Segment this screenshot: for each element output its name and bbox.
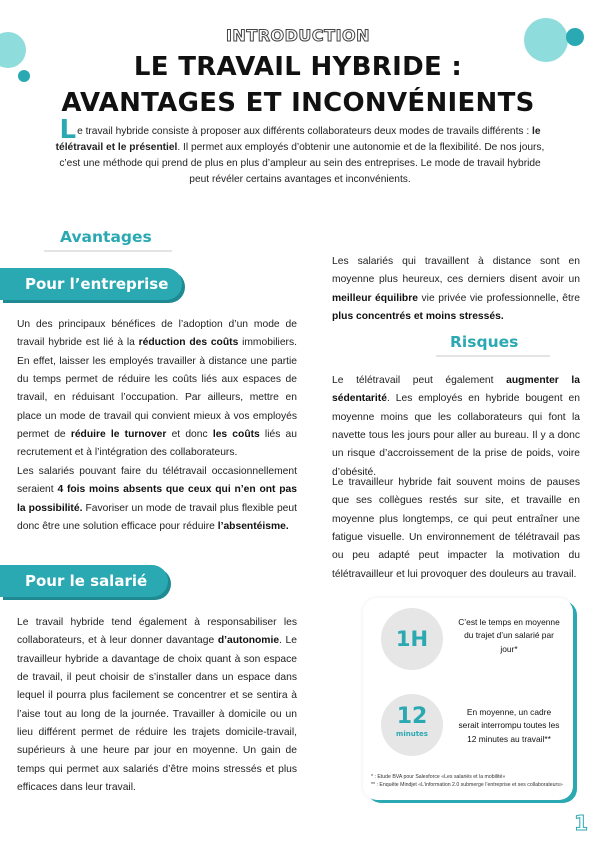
risks-paragraph-1: [332, 372, 580, 482]
stat-1-text: C’est le temps en moyenne du trajet d’un salarié par jour*: [458, 617, 560, 654]
text-run: Le télétravail peut également: [332, 375, 507, 386]
intro-bold: le télétravail et le présentiel: [55, 126, 541, 154]
stat-2-value: 12: [396, 704, 428, 729]
page-number: 1: [574, 811, 588, 835]
bold-run: 4 fois moins absents que ceux qui n’en ont pas la possibilité.: [17, 484, 297, 514]
footnote-1: * : Etude BVA pour Salesforce «Les salariés et la mobilité»: [371, 774, 506, 780]
text-run: . Les employés en hybride bougent en moyenne moins que les collaborateurs qui font la navette tous les jours pour aller au bureau. Il y a donc un risque d’accroissement de la prise de poids, voire d’obésité.: [332, 393, 580, 478]
bold-run: plus concentrés et moins stressés.: [332, 310, 504, 322]
company-banner: Pour l’entreprise: [0, 268, 182, 300]
intro-text-2: . Il permet aux employés d’obtenir une autonomie et de la flexibilité. De nos jours, c’est une méthode qui prend de plus en plus d’ampleur au sein des entreprises. Le mode de travail hybride peut révéler certains avantages et inconvénients.: [59, 142, 545, 186]
text-run: immobiliers. En effet, laisser les employés travailler à distance une partie du temps permet de réduire les coûts liés aux espaces de travail, en réduisant l’occupation. Par ailleurs, mettre en place un mode de travail qui convient mieux à vos employés permet de: [17, 337, 297, 440]
stats-box: [363, 598, 573, 800]
dropcap: L: [59, 115, 77, 145]
intro-text-1: e travail hybride consiste à proposer aux différents collaborateurs deux modes de travails différents :: [77, 126, 532, 137]
risks-heading-underline: [436, 355, 550, 357]
text-run: Favoriser un mode de travail plus flexible peut donc être une solution efficace pour réduire: [17, 502, 297, 532]
risks-paragraph-2: [332, 474, 580, 584]
advantages-heading-underline: [44, 250, 172, 252]
bold-run: meilleur équilibre: [332, 292, 418, 304]
bold-run: réduction des coûts: [138, 337, 239, 349]
bold-run: l’absentéisme.: [217, 520, 289, 532]
text-run: Les salariés pouvant faire du télétravail occasionnellement seraient: [17, 466, 297, 496]
page-title-line-1: LE TRAVAIL HYBRIDE :: [133, 52, 463, 82]
employee-paragraph-1: [17, 614, 297, 797]
bold-run: d’autonomie: [217, 635, 280, 647]
text-run: Un des principaux bénéfices de l’adoption d’un mode de travail hybride est lié à la: [17, 319, 297, 349]
risks-heading: Risques: [450, 333, 519, 351]
bold-run: réduire le turnover: [70, 428, 167, 440]
text-run: Le travail hybride tend également à responsabiliser les collaborateurs, et à leur donner davantage: [17, 617, 297, 647]
intro-paragraph: [50, 115, 550, 188]
footnote-2: ** : Enquête Mindjet «L’information 2.0 submerge l’entreprise et ses collaborateurs»: [371, 782, 563, 788]
overtitle: INTRODUCTION: [225, 26, 371, 45]
company-paragraph-2: [17, 463, 297, 536]
bold-run: augmenter la sédentarité: [332, 375, 581, 405]
text-run: Les salariés qui travaillent à distance sont en moyenne plus heureux, ces derniers disent avoir un: [332, 256, 580, 286]
stat-2-unit: minutes: [396, 730, 428, 738]
bold-run: les coûts: [212, 428, 260, 440]
employee-banner: Pour le salarié: [0, 565, 168, 597]
text-run: vie privée vie professionnelle, être: [417, 292, 580, 304]
advantages-heading: Avantages: [60, 228, 152, 246]
text-run: Le travailleur hybride fait souvent moins de pauses que ses collègues restés sur site, et travaille en moyenne plus longtemps, ce qui peut entraîner une fatigue visuelle. Un environnement de télétravail pas ou peu adapté peut impacter la motivation du télétravailleur et lui provoquer des douleurs au travail.: [332, 477, 580, 580]
text-run: liés au recrutement et à l’intégration des collaborateurs.: [17, 428, 297, 459]
company-paragraph-1: [17, 316, 297, 463]
stat-circle-1h: [381, 608, 443, 670]
stat-2-text: En moyenne, un cadre serait interrompu toutes les 12 minutes au travail**: [458, 707, 560, 744]
text-run: . Le travailleur hybride a davantage de choix quant à son espace de travail, il peut choisir de s’installer dans un espace dans lequel il pourra plus facilement se concentrer et se sentira à l’aise tout au long de la journée. Travailler à domicile ou un lieu différent permet de réduire les trajets domicile-travail, supérieurs à une heure par jour en moyenne. Un gain de temps qui permet aux salariés d’être moins stressés et plus efficaces dans leur travail.: [17, 635, 297, 793]
page-title-line-2: AVANTAGES ET INCONVÉNIENTS: [61, 88, 535, 118]
employee-paragraph-2: [332, 253, 580, 326]
stat-1-value: 1H: [395, 627, 429, 651]
text-run: et donc: [166, 428, 213, 440]
stat-circle-12min: [381, 694, 443, 756]
